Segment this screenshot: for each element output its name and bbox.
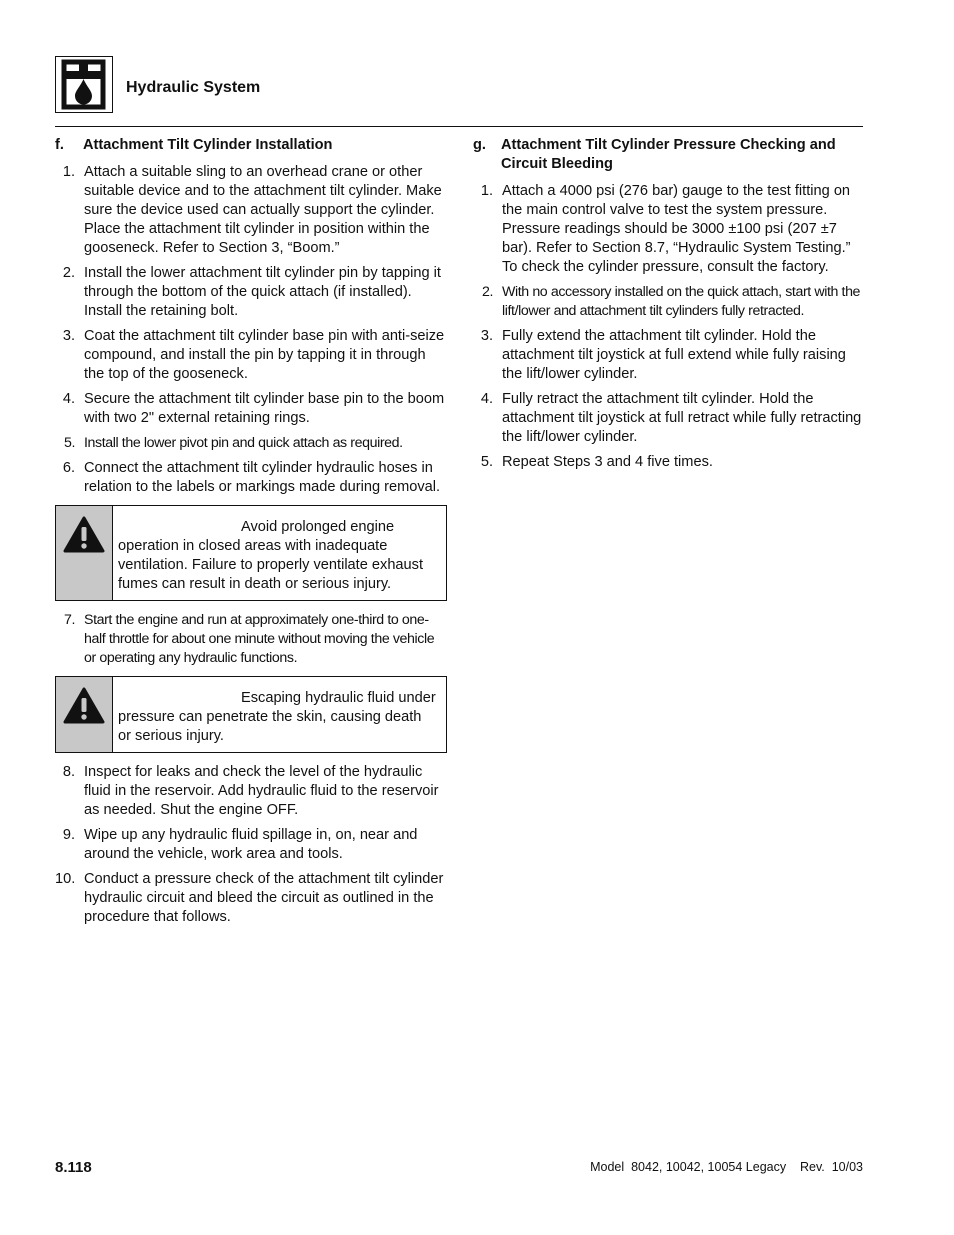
step-text: Start the engine and run at approximately one-third to one-half throttle for about one minute without moving the vehicle or operating any hydraulic functions. — [84, 612, 435, 666]
list-item — [55, 870, 447, 927]
section-f-heading — [55, 136, 447, 155]
left-column — [55, 136, 447, 933]
list-item — [55, 826, 447, 864]
page-number: 8.118 — [55, 1159, 92, 1176]
page-header-title: Hydraulic System — [126, 79, 261, 96]
step-number: 1. — [480, 183, 493, 199]
warning-icon — [63, 687, 105, 725]
section-letter: g. — [473, 137, 486, 153]
section-title: Attachment Tilt Cylinder Installation — [83, 137, 333, 153]
list-item — [55, 459, 447, 497]
list-item — [473, 182, 865, 277]
warning-icon — [63, 516, 105, 554]
step-text: Conduct a pressure check of the attachment tilt cylinder hydraulic circuit and bleed the circuit as outlined in the procedure that follows. — [84, 871, 444, 925]
step-number: 6. — [62, 460, 75, 476]
step-number: 3. — [480, 328, 493, 344]
step-text: Secure the attachment tilt cylinder base pin to the boom with two 2" external retaining rings. — [84, 391, 445, 426]
warning-text: Escaping hydraulic fluid under pressure can penetrate the skin, causing death or serious injury. — [118, 690, 436, 744]
step-number: 8. — [62, 764, 75, 780]
step-number: 3. — [62, 328, 75, 344]
step-number: 9. — [62, 827, 75, 843]
step-text: Attach a 4000 psi (276 bar) gauge to the test fitting on the main control valve to test the system pressure. Pressure readings should be 3000 ±100 psi (207 ±7 bar). Refer to Section 8.7, “Hydraulic System Testing.” To check the cylinder pressure, consult the factory. — [502, 183, 851, 275]
list-item — [473, 283, 865, 321]
step-number: 4. — [480, 391, 493, 407]
step-text: Install the lower pivot pin and quick attach as required. — [84, 435, 403, 451]
list-item — [55, 434, 447, 453]
step-number: 2. — [481, 284, 493, 300]
section-g-heading — [473, 136, 865, 174]
section-letter: f. — [55, 137, 64, 153]
step-number: 1. — [62, 164, 75, 180]
list-item — [473, 390, 865, 447]
list-item — [55, 327, 447, 384]
step-text: With no accessory installed on the quick attach, start with the lift/lower and attachment tilt cylinders fully retracted. — [502, 284, 861, 319]
step-text: Connect the attachment tilt cylinder hydraulic hoses in relation to the labels or markings made during removal. — [84, 460, 441, 495]
hydraulic-system-icon — [55, 56, 113, 113]
step-text: Repeat Steps 3 and 4 five times. — [502, 454, 713, 470]
list-item — [55, 390, 447, 428]
step-text: Fully retract the attachment tilt cylinder. Hold the attachment tilt joystick at full retract while fully retracting the lift/lower cylinder. — [502, 391, 862, 445]
warning-text: Avoid prolonged engine operation in closed areas with inadequate ventilation. Failure to properly ventilate exhaust fumes can result in death or serious injury. — [118, 519, 424, 592]
step-text: Attach a suitable sling to an overhead crane or other suitable device and to the attachment tilt cylinder. Make sure the device used can actually support the cylinder. Place the attachment tilt cylinder in position within the gooseneck. Refer to Section 3, “Boom.” — [84, 164, 442, 256]
right-column — [473, 136, 865, 478]
warning-box-exhaust — [55, 505, 447, 601]
step-text: Fully extend the attachment tilt cylinder. Hold the attachment tilt joystick at full extend while fully raising the lift/lower cylinder. — [502, 328, 846, 382]
step-number: 10. — [55, 871, 76, 887]
list-item — [55, 163, 447, 258]
list-item — [55, 264, 447, 321]
model-revision: Model 8042, 10042, 10054 Legacy Rev. 10/03 — [590, 1160, 863, 1174]
header-divider — [55, 126, 863, 127]
list-item — [55, 763, 447, 820]
list-item — [473, 453, 865, 472]
step-text: Wipe up any hydraulic fluid spillage in, on, near and around the vehicle, work area and tools. — [84, 827, 418, 862]
section-title: Attachment Tilt Cylinder Pressure Checking and Circuit Bleeding — [501, 137, 836, 172]
step-text: Inspect for leaks and check the level of the hydraulic fluid in the reservoir. Add hydraulic fluid to the reservoir as needed. Shut the engine OFF. — [84, 764, 439, 818]
step-text: Coat the attachment tilt cylinder base pin with anti-seize compound, and install the pin by tapping it in through the top of the gooseneck. — [84, 328, 445, 382]
warning-box-fluid — [55, 676, 447, 753]
list-item — [55, 611, 447, 668]
list-item — [473, 327, 865, 384]
step-number: 5. — [63, 435, 75, 451]
step-number: 2. — [62, 265, 75, 281]
step-number: 7. — [63, 612, 75, 628]
step-number: 4. — [62, 391, 75, 407]
step-text: Install the lower attachment tilt cylinder pin by tapping it through the bottom of the quick attach (if installed). Install the retaining bolt. — [84, 265, 441, 319]
step-number: 5. — [480, 454, 493, 470]
